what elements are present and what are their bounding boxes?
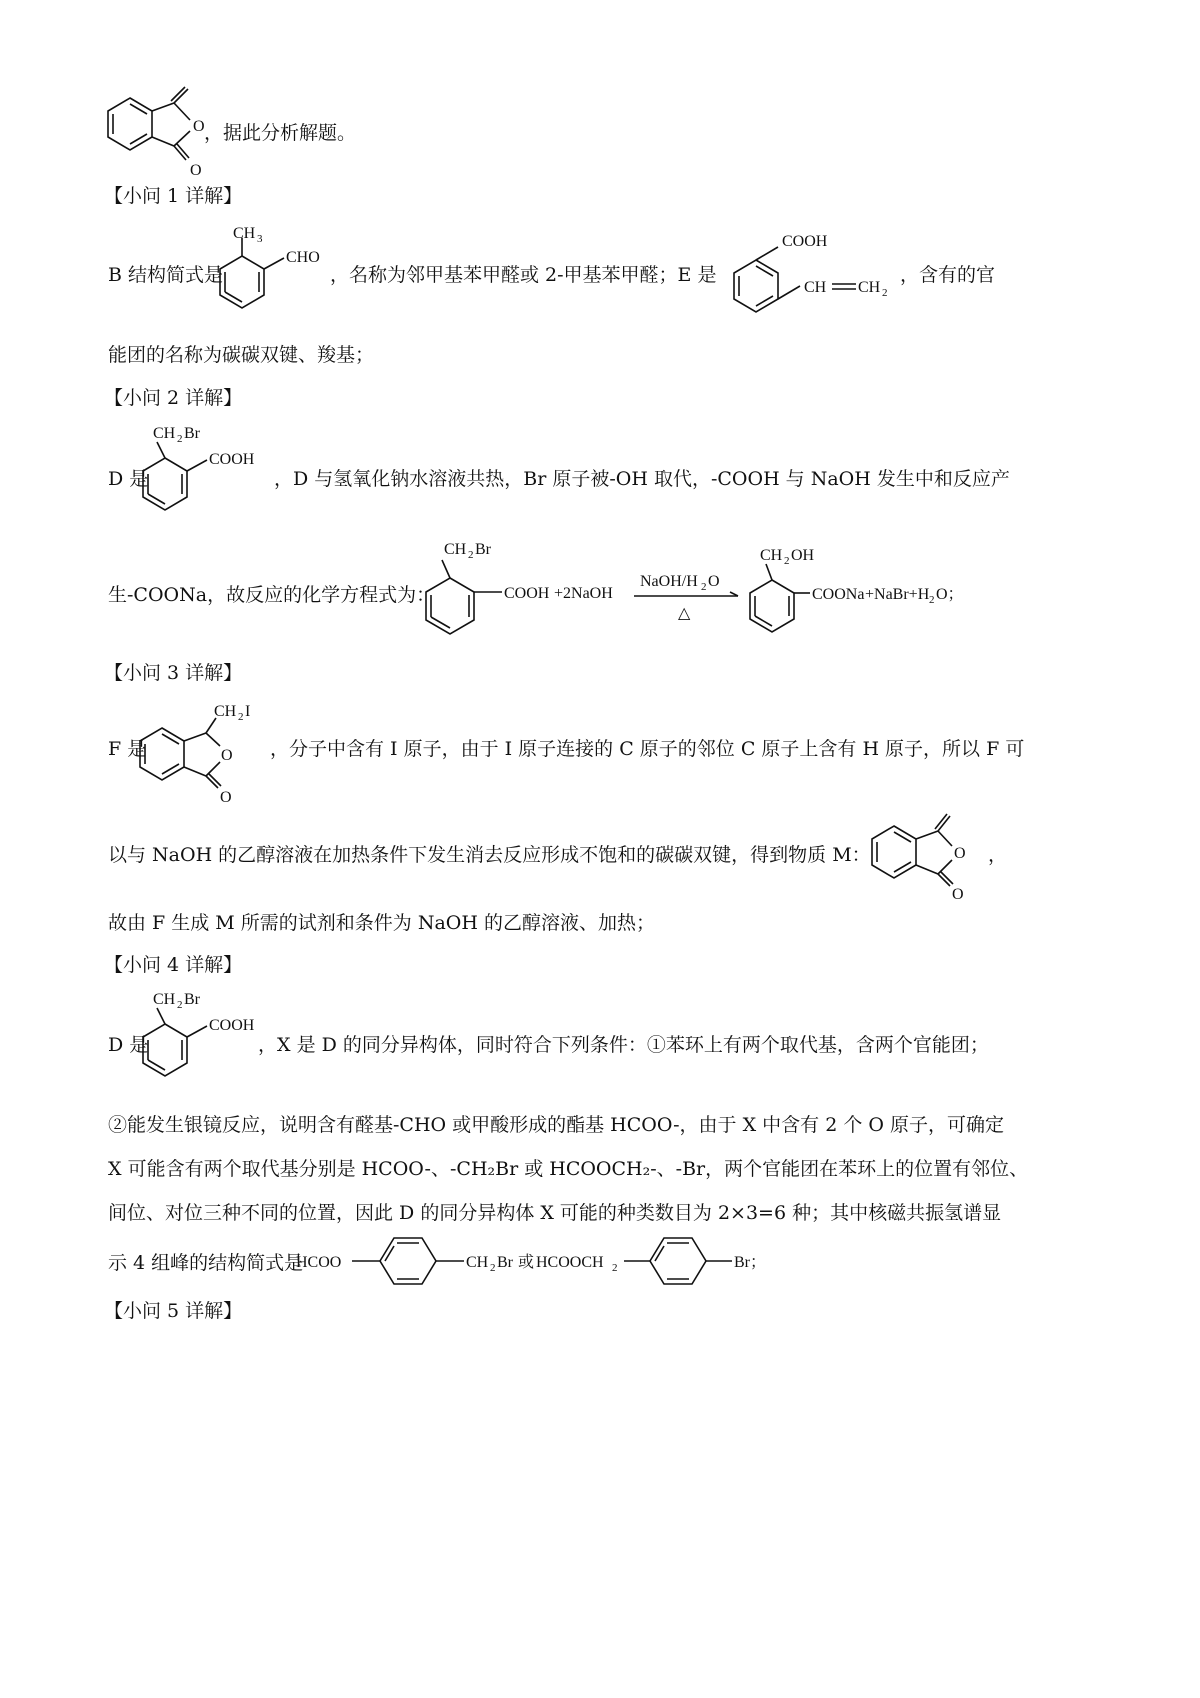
molecule-m [864, 808, 994, 903]
subscript-2: 2 [612, 1262, 618, 1274]
subscript-3: 3 [257, 233, 263, 245]
atom-ch: CH [214, 703, 237, 720]
subscript-2: 2 [929, 594, 935, 606]
q3-m-text: 以与 NaOH 的乙醇溶液在加热条件下发生消去反应形成不饱和的碳碳双键，得到物质 M： [108, 844, 871, 866]
subscript-2: 2 [784, 555, 790, 567]
subscript-2: 2 [490, 1262, 496, 1274]
atom-cooh: COOH [782, 233, 828, 250]
q3-f-prefix: F 是 [108, 738, 147, 760]
atom-cooh: COOH [209, 451, 255, 468]
group-hcooch2: HCOOCH [536, 1254, 604, 1271]
q3-line3: 故由 F 生成 M 所需的试剂和条件为 NaOH 的乙醇溶液、加热； [108, 912, 655, 934]
atom-br: Br [184, 425, 200, 442]
subscript-2: 2 [882, 287, 888, 299]
atom-br: Br [475, 541, 491, 558]
heading-q5: 【小问 5 详解】 [104, 1300, 243, 1322]
reaction-equation [420, 528, 1100, 648]
atom-ch: CH [444, 541, 467, 558]
subscript-2: 2 [701, 581, 707, 593]
q1-e-text: ，含有的官 [900, 264, 996, 286]
q4-line4: 间位、对位三种不同的位置，因此 D 的同分异构体 X 可能的种类数目为 2×3=6 种；其中核磁共振氢谱显 [108, 1202, 1002, 1224]
q1-line2: 能团的名称为碳碳双键、羧基； [108, 344, 375, 366]
atom-ch2: CH [858, 279, 881, 296]
atom-ch: CH [760, 547, 783, 564]
q2-d-text: ，D 与氢氧化钠水溶液共热，Br 原子被-OH 取代，-COOH 与 NaOH 发生中和反应产 [274, 468, 1010, 490]
q3-m-end: ， [988, 844, 1008, 866]
atom-coona: COONa [812, 586, 865, 603]
atom-o: O [220, 789, 232, 806]
heading-q3: 【小问 3 详解】 [104, 662, 243, 684]
heading-q4: 【小问 4 详解】 [104, 954, 243, 976]
q4-line2: ②能发生银镜反应，说明含有醛基-CHO 或甲酸形成的酯基 HCOO-，由于 X 中含有 2 个 O 原子，可确定 [108, 1114, 1004, 1136]
subscript-2: 2 [238, 711, 244, 723]
atom-ch: CH [804, 279, 827, 296]
molecule-f [132, 698, 262, 806]
atom-cho: CHO [286, 249, 320, 266]
word-or: 或 [518, 1254, 535, 1271]
atom-o: O [221, 747, 233, 764]
group-br: Br [497, 1254, 513, 1271]
q4-d-text: ，X 是 D 的同分异构体，同时符合下列条件：①苯环上有两个取代基，含两个官能团； [258, 1034, 989, 1056]
atom-o: O [954, 845, 966, 862]
molecule-b [212, 224, 332, 324]
molecule-e [720, 226, 910, 326]
heading-q1: 【小问 1 详解】 [104, 185, 243, 207]
q4-line3: X 可能含有两个取代基分别是 HCOO-、-CH₂Br 或 HCOOCH₂-、-Br，两个官能团在苯环上的位置有邻位、 [108, 1158, 1029, 1180]
group-ch2br: CH [466, 1254, 489, 1271]
molecule-d [135, 420, 275, 525]
product-tail-end: O； [936, 586, 964, 603]
q3-f-text: ，分子中含有 I 原子，由于 I 原子连接的 C 原子的邻位 C 原子上含有 H 原子，所以 F 可 [270, 738, 1025, 760]
group-br-end: Br； [734, 1254, 767, 1271]
product-tail: +NaBr+H [865, 586, 930, 603]
condition-heat: △ [678, 605, 691, 622]
atom-cooh: COOH [209, 1017, 255, 1034]
heading-q2: 【小问 2 详解】 [104, 387, 243, 409]
condition-top: NaOH/H [640, 573, 698, 590]
q4-d-prefix: D 是 [108, 1034, 149, 1056]
intro-text: ，据此分析解题。 [204, 122, 357, 144]
molecule-d [135, 986, 275, 1091]
subscript-2: 2 [177, 433, 183, 445]
atom-br: Br [184, 991, 200, 1008]
subscript-2: 2 [468, 549, 474, 561]
subscript-2: 2 [177, 999, 183, 1011]
q1-b-prefix: B 结构简式是 [108, 264, 224, 286]
atom-ch: CH [153, 425, 176, 442]
atom-i: I [245, 703, 251, 720]
q1-b-text: ，名称为邻甲基苯甲醛或 2-甲基苯甲醛；E 是 [330, 264, 717, 286]
atom-oh: OH [791, 547, 815, 564]
q4-line5-prefix: 示 4 组峰的结构简式是 [108, 1252, 304, 1274]
isomer-structures [296, 1226, 796, 1296]
atom-o: O [952, 886, 964, 903]
atom-o: O [193, 118, 205, 135]
condition-top-end: O [708, 573, 720, 590]
atom-ch: CH [233, 225, 256, 242]
atom-o: O [190, 162, 202, 179]
q2-eq-prefix: 生-COONa，故反应的化学方程式为： [108, 584, 436, 606]
atom-cooh: COOH [504, 585, 550, 602]
q2-d-prefix: D 是 [108, 468, 149, 490]
atom-ch: CH [153, 991, 176, 1008]
reagent-naoh: +2NaOH [554, 585, 613, 602]
group-hcoo: HCOO [296, 1254, 342, 1271]
